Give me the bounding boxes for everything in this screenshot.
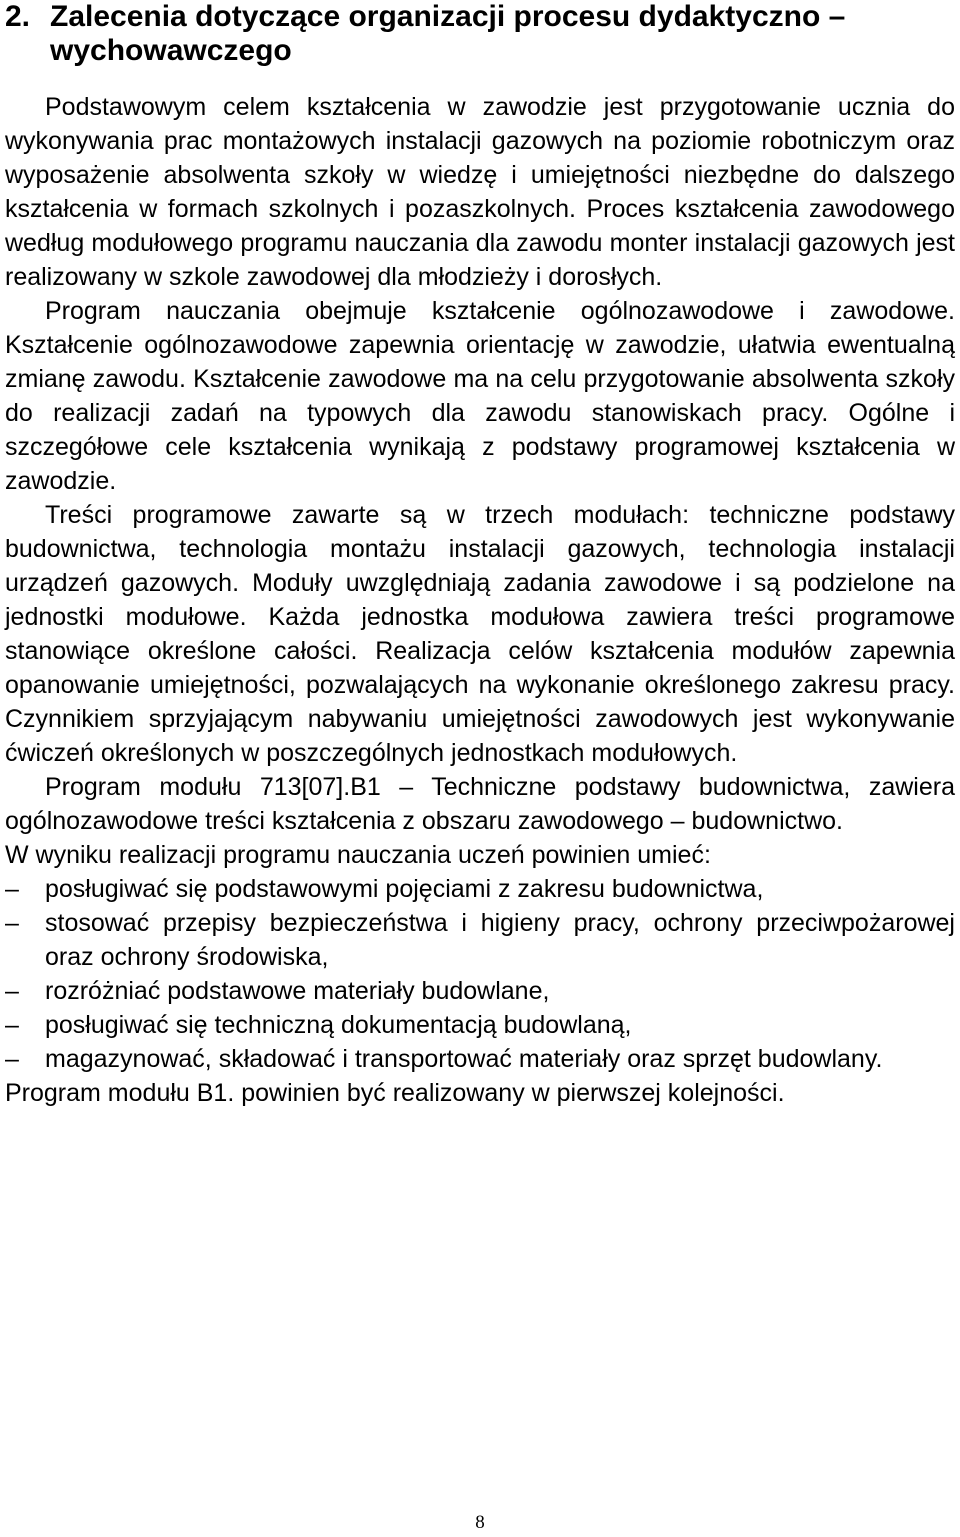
section-title: Zalecenia dotyczące organizacji procesu dydaktyczno – wychowawczego: [50, 0, 846, 67]
list-item-text: stosować przepisy bezpieczeństwa i higieny pracy, ochrony przeciwpożarowej oraz ochrony środowiska,: [45, 909, 955, 971]
list-item-text: rozróżniać podstawowe materiały budowlane,: [45, 977, 550, 1005]
list-dash: –: [5, 909, 19, 937]
list-item: [5, 906, 955, 974]
paragraph-modules: Treści programowe zawarte są w trzech modułach: techniczne podstawy budownictwa, technologia montażu instalacji gazowych, technologia instalacji urządzeń gazowych. Moduły uwzględniają zadania zawodowe i są podzielone na jednostki modułowe. Każda jednostka modułowa zawiera treści programowe stanowiące określone całości. Realizacja celów kształcenia modułów zapewnia opanowanie umiejętności, pozwalających na wykonanie określonego zakresu pracy. Czynnikiem sprzyjającym nabywaniu umiejętności zawodowych jest wykonywanie ćwiczeń określonych w poszczególnych jednostkach modułowych.: [5, 501, 955, 767]
document-page: [5, 0, 955, 1537]
skills-list: [5, 872, 955, 1076]
page-number: 8: [475, 1512, 485, 1533]
list-dash: –: [5, 1011, 19, 1039]
paragraph-goal: Podstawowym celem kształcenia w zawodzie jest przygotowanie ucznia do wykonywania prac montażowych instalacji gazowych na poziomie robotniczym oraz wyposażenie absolwenta szkoły w wiedzę i umiejętności niezbędne do dalszego kształcenia w formach szkolnych i pozaszkolnych. Proces kształcenia zawodowego według modułowego programu nauczania dla zawodu monter instalacji gazowych jest realizowany w szkole zawodowej dla młodzieży i dorosłych.: [5, 93, 955, 291]
section-number: 2.: [5, 0, 31, 33]
heading-spacer: [5, 68, 955, 90]
paragraph-module-b1: Program modułu 713[07].B1 – Techniczne podstawy budownictwa, zawiera ogólnozawodowe treści kształcenia z obszaru zawodowego – budownictwo.: [5, 773, 955, 835]
list-intro: W wyniku realizacji programu nauczania uczeń powinien umieć:: [5, 841, 711, 869]
list-dash: –: [5, 1045, 19, 1073]
section-heading: [5, 0, 955, 68]
list-item: [5, 1042, 955, 1076]
list-item-text: posługiwać się techniczną dokumentacją budowlaną,: [45, 1011, 632, 1039]
list-item: [5, 872, 955, 906]
list-item-text: magazynować, składować i transportować materiały oraz sprzęt budowlany.: [45, 1045, 883, 1073]
list-item-text: posługiwać się podstawowymi pojęciami z zakresu budownictwa,: [45, 875, 764, 903]
list-dash: –: [5, 977, 19, 1005]
list-item: [5, 1008, 955, 1042]
paragraph-program-scope: Program nauczania obejmuje kształcenie ogólnozawodowe i zawodowe. Kształcenie ogólnozawodowe zapewnia orientację w zawodzie, ułatwia ewentualną zmianę zawodu. Kształcenie zawodowe ma na celu przygotowanie absolwenta szkoły do realizacji zadań na typowych dla zawodu stanowiskach pracy. Ogólne i szczegółowe cele kształcenia wynikają z podstawy programowej kształcenia w zawodzie.: [5, 297, 955, 495]
list-dash: –: [5, 875, 19, 903]
list-item: [5, 974, 955, 1008]
closing-sentence: Program modułu B1. powinien być realizowany w pierwszej kolejności.: [5, 1079, 785, 1107]
